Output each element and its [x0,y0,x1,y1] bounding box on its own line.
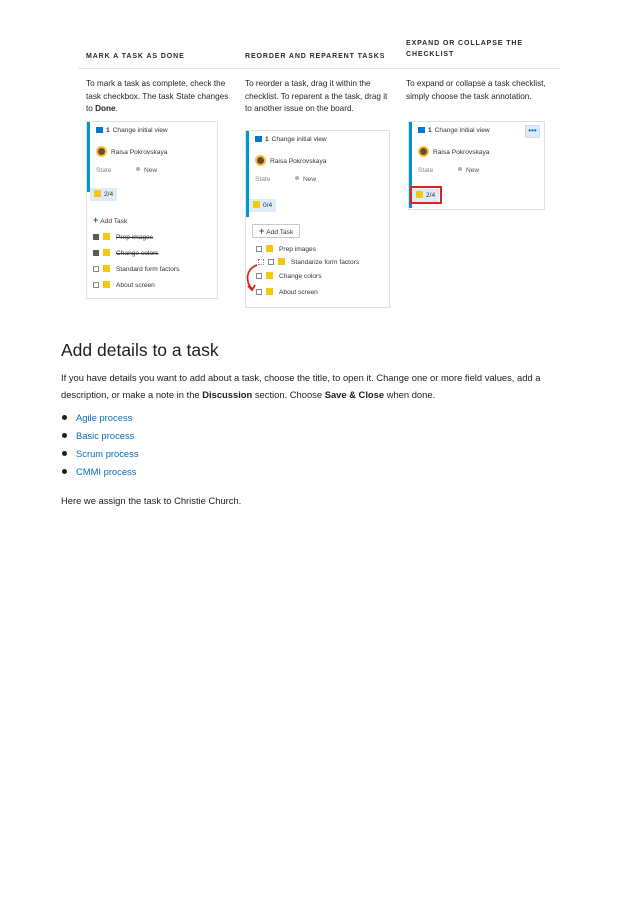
task-icon [266,245,273,252]
checklist-item[interactable] [256,272,322,280]
header-expand-collapse: EXPAND OR COLLAPSE THE CHECKLIST [406,40,523,58]
mark-done-text: To mark a task as complete, check the task checkbox. The task State changes to [86,79,229,114]
link-cmmi-process[interactable]: CMMI process [61,464,139,482]
task-label: About screen [116,282,155,289]
task-icon [278,258,285,265]
cell-reorder: To reorder a task, drag it within the checklist. To reparent a the task, drag it to another issue on the board. [245,79,388,114]
avatar [96,146,107,157]
person-name: Raisa Pokrovskaya [111,149,168,156]
table-header [78,32,560,69]
checklist-icon [253,201,260,208]
link-basic-process[interactable]: Basic process [61,428,139,446]
add-task-button[interactable] [252,224,300,238]
drag-arrow-icon [244,263,260,293]
assign-text: Here we assign the task to Christie Church. [61,495,242,506]
card-reorder [245,130,390,308]
task-label: Prep images [279,246,317,253]
task-icon [266,288,273,295]
section-heading: Add details to a task [61,340,219,360]
checklist-item[interactable] [93,249,159,257]
header-mark-done: MARK A TASK AS DONE [86,53,185,60]
task-icon [103,233,110,240]
task-label: Change colors [116,250,159,257]
checklist-item[interactable] [93,265,179,273]
checklist-item[interactable] [93,233,153,241]
book-icon [418,127,425,133]
task-icon [103,249,110,256]
task-checkbox[interactable] [268,259,274,265]
task-label: Standard form factors [116,266,180,273]
paragraph-text: section. Choose [252,389,325,400]
checklist-progress: 0/4 [263,202,273,209]
task-icon [103,281,110,288]
save-close-term: Save & Close [324,389,385,400]
assigned-person [96,146,167,157]
state-label: State [255,176,271,183]
card-id: 1 [428,127,432,134]
card-title[interactable] [418,127,490,134]
card-title-text: Change initial view [271,136,327,143]
add-task-label: Add Task [100,218,128,225]
checklist-item-dragging[interactable] [258,258,359,266]
plus-icon: + [93,215,99,225]
card-title[interactable] [255,136,327,143]
card-expand-collapse [408,121,545,210]
checklist-item[interactable] [256,245,316,253]
done-state-text: Done [95,104,116,114]
person-name: Raisa Pokrovskaya [433,149,490,156]
checklist-progress: 2/4 [426,192,436,199]
person-name: Raisa Pokrovskaya [270,158,327,165]
checklist-badge[interactable] [249,199,276,212]
paragraph-text: when done. [384,389,436,400]
checklist-item[interactable] [256,288,318,296]
paragraph-text: If you have details you want to add about a task, choose the title, to open it. Change one or more field values, add a description, or make a note in the [61,372,541,400]
card-title-text: Change initial view [112,127,168,134]
task-label: Standarize form factors [291,259,360,266]
checklist-progress: 2/4 [104,191,114,198]
mark-done-period: . [115,104,118,114]
link-scrum-process[interactable]: Scrum process [61,446,139,464]
card-id: 1 [265,136,269,143]
more-actions-icon[interactable]: ••• [525,125,540,138]
section-paragraph [61,369,561,403]
add-task-button[interactable] [93,215,127,225]
add-task-label: Add Task [266,229,294,236]
task-label: Change colors [279,273,322,280]
process-links [61,410,139,482]
link-agile-process[interactable]: Agile process [61,410,139,428]
plus-icon: + [259,226,265,236]
state-value: New [458,167,479,174]
card-id: 1 [106,127,110,134]
task-icon [103,265,110,272]
checklist-item[interactable] [93,281,155,289]
task-label: Prep images [116,234,154,241]
cell-mark-done [86,78,236,116]
header-reorder: REORDER AND REPARENT TASKS [245,53,386,60]
task-checkbox[interactable] [93,234,99,240]
card-title-text: Change initial view [434,127,490,134]
book-icon [255,136,262,142]
card-title[interactable] [96,127,168,134]
cell-expand-collapse: To expand or collapse a task checklist, simply choose the task annotation. [406,79,546,101]
checklist-icon [94,190,101,197]
assigned-person [418,146,489,157]
task-checkbox[interactable] [93,282,99,288]
task-icon [266,272,273,279]
avatar [255,155,266,166]
task-checkbox[interactable] [93,266,99,272]
avatar [418,146,429,157]
state-value: New [136,167,157,174]
assigned-person [255,155,326,166]
task-actions-table [78,32,560,296]
state-value: New [295,176,316,183]
checklist-badge[interactable] [90,188,117,201]
annotation-highlight [410,186,442,204]
discussion-term: Discussion [202,389,253,400]
task-checkbox[interactable] [93,250,99,256]
task-label: About screen [279,289,318,296]
state-label: State [96,167,112,174]
book-icon [96,127,103,133]
task-checkbox[interactable] [256,246,262,252]
state-label: State [418,167,434,174]
card-mark-done [86,121,218,299]
